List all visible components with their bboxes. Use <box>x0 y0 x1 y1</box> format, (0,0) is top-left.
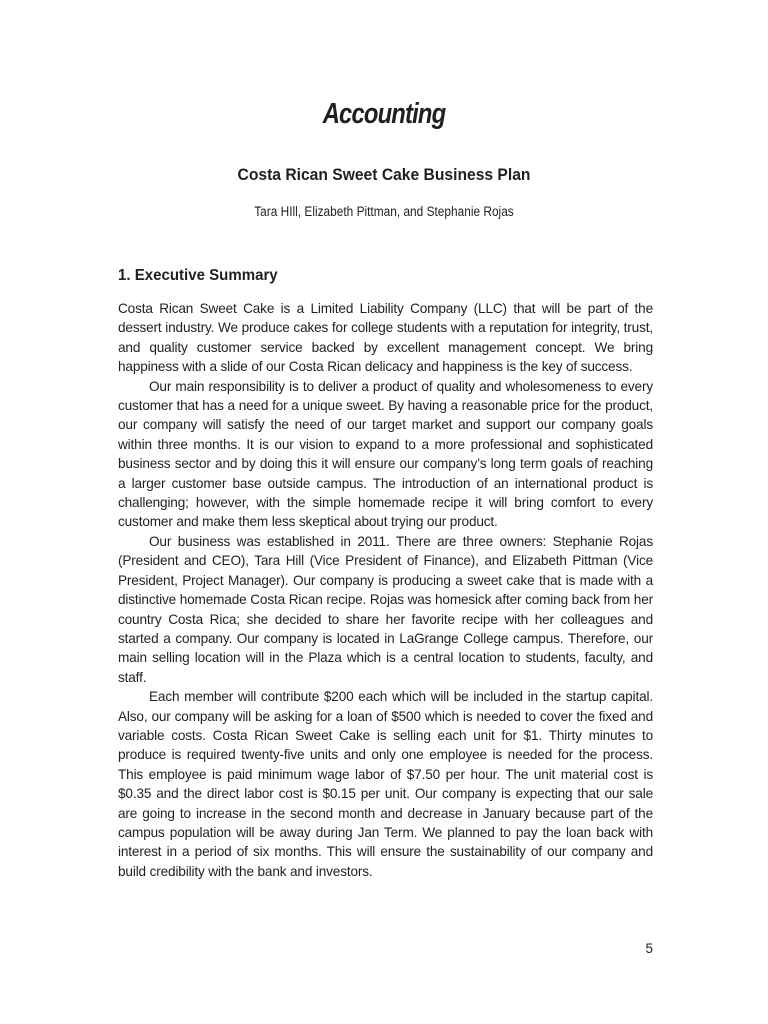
executive-summary-body <box>118 299 653 881</box>
page-number: 5 <box>645 941 653 956</box>
paragraph-2: Our main responsibility is to deliver a product of quality and wholesomeness to every customer that has a need for a unique sweet. By having a reasonable price for the product, our company will satisfy the need of our target market and support our company goals within three months. It is our vision to expand to a more professional and sophisticated business sector and by doing this it will ensure our company’s long term goals of reaching a larger customer base outside campus. The introduction of an international product is challenging; however, with the simple homemade recipe it will bring comfort to every customer and make them less skeptical about trying our product. <box>118 378 653 530</box>
authors-line: Tara HIll, Elizabeth Pittman, and Stephanie Rojas <box>254 204 514 219</box>
document-title: Costa Rican Sweet Cake Business Plan <box>237 165 531 184</box>
paragraph-4: Each member will contribute $200 each which will be included in the startup capital. Also, our company will be asking for a loan of $500 which is needed to cover the fixed and variable costs. Costa Rican Sweet Cake is selling each unit for $1. Thirty minutes to produce is required twenty-five units and only one employee is needed for the process. This employee is paid minimum wage labor of $7.50 per hour. The unit material cost is $0.35 and the direct labor cost is $0.15 per unit. Our company is expecting that our sale are going to increase in the second month and decrease in January because part of the campus population will be away during Jan Term. We planned to pay the loan back with interest in a period of six months. This will ensure the sustainability of our company and build credibility with the bank and investors. <box>118 689 653 879</box>
executive-summary-heading: 1. Executive Summary <box>118 267 278 284</box>
section-heading: Accounting <box>322 98 446 130</box>
paragraph-3: Our business was established in 2011. There are three owners: Stephanie Rojas (President and CEO), Tara Hill (Vice President of Finance), and Elizabeth Pittman (Vice President, Project Manager). Our company is producing a sweet cake that is made with a distinctive homemade Costa Rican recipe. Rojas was homesick after coming back from her country Costa Rica; she decided to share her favorite recipe with her colleagues and started a company. Our company is located in LaGrange College campus. Therefore, our main selling location will in the Plaza which is a central location to students, faculty, and staff. <box>118 533 653 685</box>
paragraph-1: Costa Rican Sweet Cake is a Limited Liability Company (LLC) that will be part of the dessert industry. We produce cakes for college students with a reputation for integrity, trust, and quality customer service backed by excellent management concept. We bring happiness with a slide of our Costa Rican delicacy and happiness is the key of success. <box>118 301 653 375</box>
